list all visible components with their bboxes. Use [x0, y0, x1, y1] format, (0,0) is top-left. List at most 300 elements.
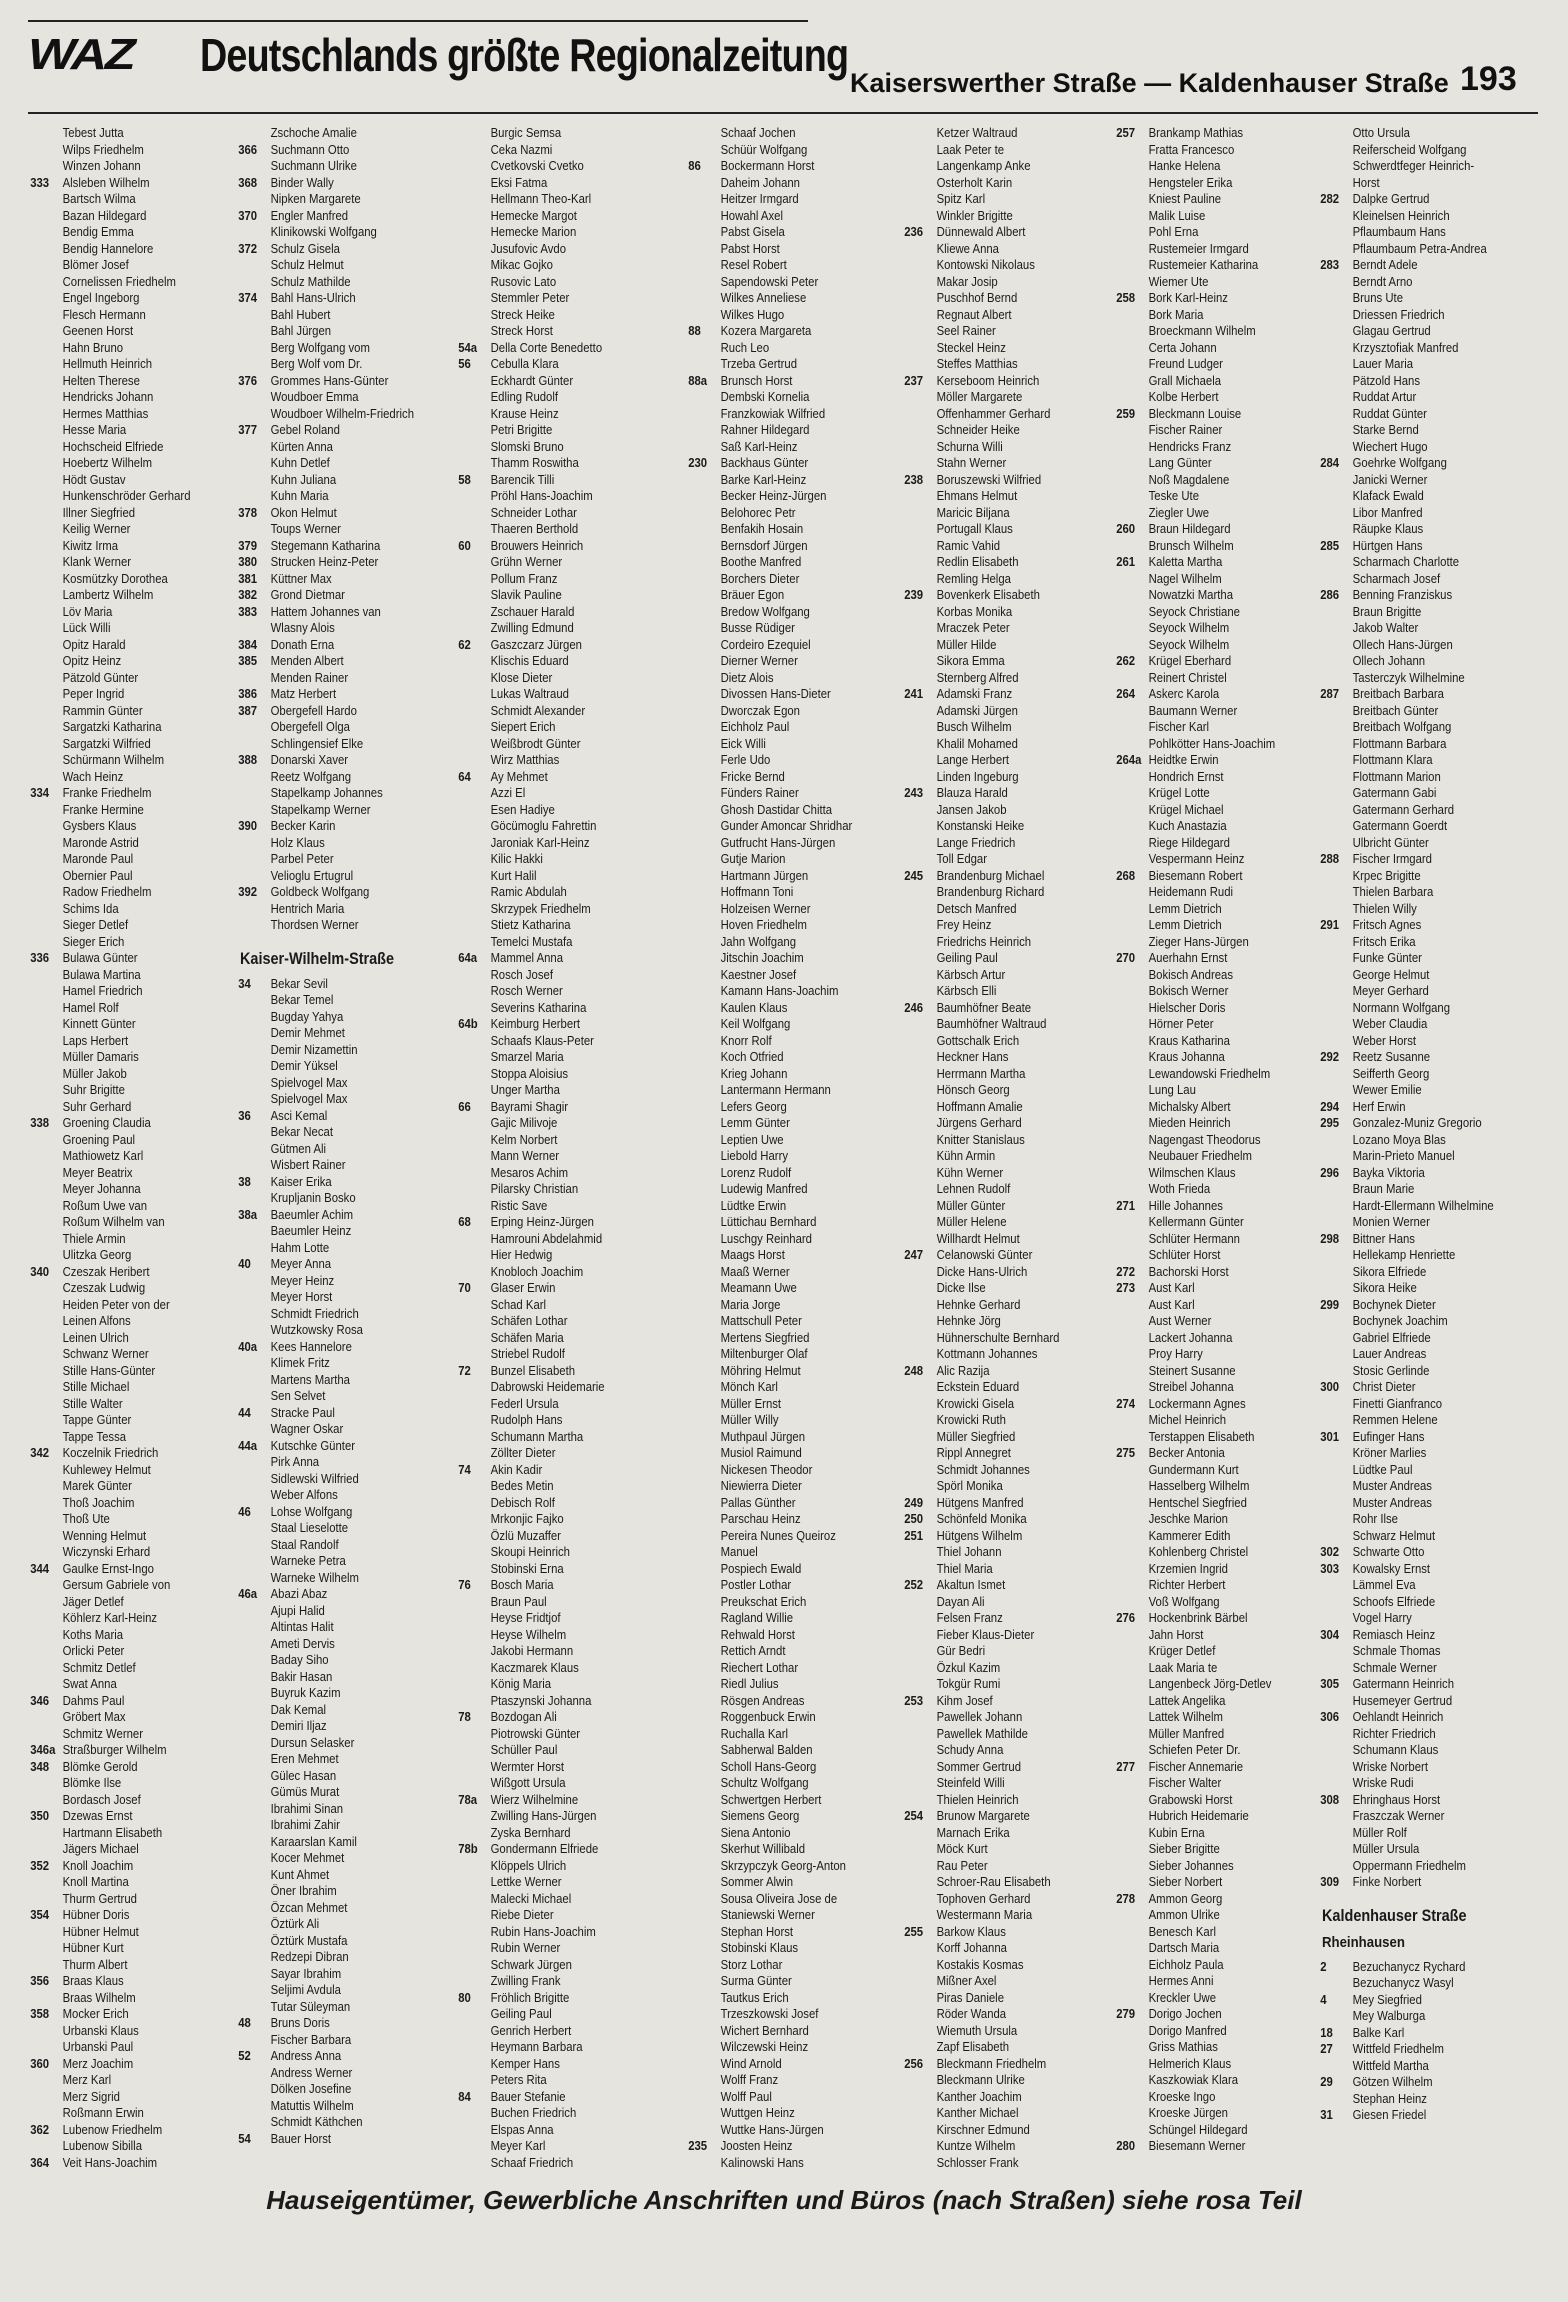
resident-name: Küttner Max — [270, 571, 332, 586]
directory-entry — [1118, 2122, 1307, 2139]
directory-entry — [1322, 1445, 1511, 1462]
directory-entry — [240, 455, 429, 472]
resident-name: Baeumler Heinz — [270, 1224, 352, 1238]
resident-name: Ptaszynski Johanna — [490, 1693, 592, 1708]
resident-name: Berg Wolf vom Dr. — [270, 357, 363, 371]
directory-entry — [1118, 2023, 1307, 2040]
resident-name: Krzysztofiak Manfred — [1352, 340, 1459, 355]
resident-name: Müller Helene — [936, 1215, 1007, 1229]
directory-entry — [690, 1792, 879, 1809]
resident-name: Schlüter Hermann — [1148, 1231, 1240, 1246]
resident-name: Schüller Paul — [490, 1743, 558, 1757]
directory-entry — [1118, 1957, 1307, 1974]
directory-entry — [240, 1058, 429, 1075]
resident-name: Stobinski Klaus — [720, 1941, 799, 1955]
directory-entry — [240, 191, 429, 208]
directory-entry — [906, 1033, 1095, 1050]
directory-entry — [1118, 752, 1307, 769]
directory-entry — [240, 1570, 429, 1587]
directory-entry — [690, 1643, 879, 1660]
directory-entry — [240, 1322, 429, 1339]
directory-entry — [1322, 406, 1511, 423]
directory-entry — [906, 686, 1095, 703]
directory-entry — [690, 2006, 879, 2023]
resident-name: Winzen Johann — [62, 159, 141, 173]
resident-name: Kostakis Kosmas — [936, 1957, 1024, 1972]
directory-entry — [690, 1297, 879, 1314]
directory-entry — [460, 1099, 649, 1116]
resident-name: Seyock Wilhelm — [1148, 621, 1230, 635]
house-number: 243 — [904, 786, 924, 800]
resident-name: Baeumler Achim — [270, 1207, 354, 1222]
directory-entry — [1118, 274, 1307, 291]
directory-entry — [460, 1462, 649, 1479]
directory-entry — [1118, 373, 1307, 390]
directory-entry — [32, 158, 221, 175]
directory-entry — [1322, 1264, 1511, 1281]
resident-name: Eksi Fatma — [490, 175, 548, 190]
directory-entry — [1322, 1759, 1511, 1776]
resident-name: Breitbach Wolfgang — [1352, 720, 1452, 734]
directory-entry — [240, 1157, 429, 1174]
directory-entry — [460, 455, 649, 472]
house-number: 245 — [904, 868, 924, 883]
house-number: 303 — [1320, 1561, 1340, 1576]
resident-name: Aust Werner — [1148, 1314, 1212, 1328]
directory-entry — [460, 2056, 649, 2073]
directory-entry — [460, 323, 649, 340]
directory-entry — [906, 736, 1095, 753]
directory-entry — [906, 1891, 1095, 1908]
resident-name: Breitbach Barbara — [1352, 687, 1444, 701]
directory-entry — [1118, 1445, 1307, 1462]
house-number: 253 — [904, 1693, 924, 1708]
directory-entry — [690, 1940, 879, 1957]
resident-name: Kuhn Maria — [270, 489, 329, 503]
directory-entry — [1322, 158, 1511, 175]
resident-name: Resel Robert — [720, 258, 787, 272]
resident-name: Rubin Werner — [490, 1941, 561, 1955]
directory-entry — [240, 1421, 429, 1438]
resident-name: Gaulke Ernst-Ingo — [62, 1561, 154, 1576]
directory-entry — [32, 587, 221, 604]
directory-entry — [32, 2056, 221, 2073]
resident-name: Konstanski Heike — [936, 819, 1025, 833]
resident-name: Krüger Detlef — [1148, 1644, 1216, 1658]
directory-entry — [32, 1181, 221, 1198]
resident-name: Wiechert Hugo — [1352, 439, 1428, 454]
directory-entry — [32, 1792, 221, 1809]
resident-name: Koczelnik Friedrich — [62, 1446, 159, 1460]
resident-name: Cordeiro Ezequiel — [720, 637, 811, 652]
directory-entry — [690, 620, 879, 637]
resident-name: Hamrouni Abdelahmid — [490, 1231, 603, 1246]
resident-name: Räupke Klaus — [1352, 522, 1424, 536]
resident-name: Linden Ingeburg — [936, 769, 1019, 784]
house-number: 356 — [30, 1974, 50, 1988]
resident-name: Meamann Uwe — [720, 1281, 797, 1295]
resident-name: Hürtgen Hans — [1352, 538, 1423, 553]
directory-entry — [1118, 2089, 1307, 2106]
house-number: 296 — [1320, 1165, 1340, 1180]
resident-name: Bakir Hasan — [270, 1669, 333, 1684]
house-number: 306 — [1320, 1710, 1340, 1724]
resident-name: Özlü Muzaffer — [490, 1528, 561, 1543]
directory-entry — [690, 1346, 879, 1363]
directory-entry — [240, 1553, 429, 1570]
directory-entry — [32, 1808, 221, 1825]
resident-name: Kamann Hans-Joachim — [720, 984, 839, 998]
resident-name: Riedl Julius — [720, 1677, 779, 1691]
resident-name: Schoofs Elfriede — [1352, 1594, 1436, 1609]
directory-entry — [240, 224, 429, 241]
resident-name: Bork Karl-Heinz — [1148, 291, 1228, 305]
directory-entry — [32, 1742, 221, 1759]
resident-name: Donath Erna — [270, 637, 335, 652]
resident-name: Richter Friedrich — [1352, 1726, 1436, 1741]
resident-name: Schulz Gisela — [270, 241, 340, 256]
resident-name: Kurt Halil — [490, 868, 537, 883]
resident-name: Lorenz Rudolf — [720, 1165, 792, 1180]
directory-entry — [1322, 1528, 1511, 1545]
resident-name: Glagau Gertrud — [1352, 324, 1431, 338]
resident-name: Matz Herbert — [270, 687, 337, 701]
directory-entry — [1118, 1907, 1307, 1924]
resident-name: Lewandowski Friedhelm — [1148, 1066, 1271, 1081]
directory-entry — [1118, 455, 1307, 472]
directory-entry — [1118, 785, 1307, 802]
directory-entry — [906, 719, 1095, 736]
resident-name: Remmen Helene — [1352, 1413, 1438, 1427]
directory-entry — [460, 1808, 649, 1825]
directory-entry — [460, 736, 649, 753]
resident-name: Thiel Johann — [936, 1545, 1002, 1559]
resident-name: Hellekamp Henriette — [1352, 1248, 1456, 1262]
directory-entry — [460, 1627, 649, 1644]
resident-name: Wilmschen Klaus — [1148, 1165, 1236, 1180]
directory-entry — [32, 1214, 221, 1231]
directory-entry — [690, 1841, 879, 1858]
house-number: 250 — [904, 1512, 924, 1526]
resident-name: Schwerdtfeger Heinrich- — [1352, 159, 1475, 173]
directory-entry — [690, 967, 879, 984]
resident-name: Radow Friedhelm — [62, 885, 152, 899]
resident-name: Ragland Willie — [720, 1611, 794, 1625]
resident-name: Thielen Willy — [1352, 901, 1417, 916]
resident-name: Stapelkamp Johannes — [270, 786, 383, 800]
directory-entry — [1322, 1594, 1511, 1611]
resident-name: Tappe Tessa — [62, 1429, 127, 1444]
resident-name: Roßum Uwe van — [62, 1198, 148, 1213]
resident-name: Postler Lothar — [720, 1578, 792, 1592]
resident-name: Jakobi Hermann — [490, 1644, 574, 1658]
resident-name: Berg Wolfgang vom — [270, 340, 370, 355]
directory-entry — [32, 1726, 221, 1743]
directory-entry — [690, 1709, 879, 1726]
directory-entry — [32, 1148, 221, 1165]
house-number: 344 — [30, 1561, 50, 1576]
resident-name: Marnach Erika — [936, 1825, 1010, 1840]
resident-name: Mönch Karl — [720, 1380, 778, 1394]
directory-entry — [906, 290, 1095, 307]
resident-name: Pilarsky Christian — [490, 1182, 579, 1196]
directory-entry — [1322, 1858, 1511, 1875]
directory-entry — [460, 1330, 649, 1347]
house-number: 262 — [1116, 654, 1136, 668]
directory-entry — [240, 1388, 429, 1405]
directory-entry — [1322, 917, 1511, 934]
resident-name: Bayrami Shagir — [490, 1099, 569, 1114]
resident-name: Lauer Maria — [1352, 357, 1414, 371]
resident-name: Hahn Bruno — [62, 340, 124, 355]
resident-name: Gersum Gabriele von — [62, 1578, 171, 1592]
directory-entry — [690, 950, 879, 967]
resident-name: Skoupi Heinrich — [490, 1545, 570, 1559]
resident-name: Pabst Gisela — [720, 225, 785, 239]
resident-name: Wiemer Ute — [1148, 274, 1209, 289]
resident-name: Parschau Heinz — [720, 1512, 801, 1526]
resident-name: Knoll Joachim — [62, 1858, 134, 1873]
directory-entry — [32, 455, 221, 472]
directory-entry — [1322, 290, 1511, 307]
directory-entry — [906, 1099, 1095, 1116]
directory-entry — [1322, 1577, 1511, 1594]
resident-name: Makar Josip — [936, 274, 998, 289]
directory-entry — [460, 1313, 649, 1330]
directory-entry — [690, 2122, 879, 2139]
directory-entry — [1322, 1198, 1511, 1215]
directory-entry — [906, 208, 1095, 225]
resident-name: Streck Horst — [490, 324, 553, 338]
resident-name: Lambertz Wilhelm — [62, 588, 154, 602]
directory-entry — [240, 538, 429, 555]
directory-entry — [1322, 868, 1511, 885]
directory-entry — [1118, 736, 1307, 753]
directory-entry — [1322, 191, 1511, 208]
resident-name: Barkow Klaus — [936, 1924, 1006, 1939]
directory-entry — [240, 686, 429, 703]
resident-name: Offenhammer Gerhard — [936, 406, 1051, 421]
directory-entry — [906, 1181, 1095, 1198]
directory-entry — [240, 1933, 429, 1950]
house-number: 334 — [30, 786, 50, 800]
resident-name: Kleinelsen Heinrich — [1352, 208, 1450, 223]
directory-entry — [1118, 175, 1307, 192]
directory-entry — [32, 2105, 221, 2122]
directory-entry — [460, 1775, 649, 1792]
house-number: 383 — [238, 604, 258, 619]
resident-name: Wiczynski Erhard — [62, 1545, 151, 1559]
resident-name: Mey Siegfried — [1352, 1992, 1422, 2007]
resident-name: Kontowski Nikolaus — [936, 258, 1035, 272]
directory-entry — [1118, 983, 1307, 1000]
directory-entry — [1118, 884, 1307, 901]
directory-entry — [1322, 1495, 1511, 1512]
resident-name: Maags Horst — [720, 1248, 785, 1262]
resident-name: Sikora Heike — [1352, 1281, 1417, 1295]
resident-name: Klinikowski Wolfgang — [270, 225, 377, 239]
resident-name: Musiol Raimund — [720, 1446, 802, 1460]
directory-entry — [1118, 1709, 1307, 1726]
directory-entry — [240, 1834, 429, 1851]
resident-name: Schneider Heike — [936, 423, 1020, 437]
directory-entry — [240, 571, 429, 588]
directory-entry — [690, 1313, 879, 1330]
resident-name: Pflaumbaum Hans — [1352, 225, 1446, 239]
resident-name: Rahner Hildegard — [720, 423, 810, 437]
resident-name: Baumhöfner Waltraud — [936, 1017, 1047, 1031]
directory-entry — [906, 191, 1095, 208]
resident-name: Kohlenberg Christel — [1148, 1545, 1249, 1559]
house-number: 340 — [30, 1264, 50, 1279]
resident-name: Möller Margarete — [936, 390, 1023, 404]
directory-entry — [32, 2006, 221, 2023]
resident-name: Piras Daniele — [936, 1990, 1005, 2005]
directory-entry — [240, 1817, 429, 1834]
directory-entry — [240, 1850, 429, 1867]
directory-entry — [1322, 224, 1511, 241]
directory-entry — [460, 835, 649, 852]
house-number: 376 — [238, 373, 258, 388]
directory-entry — [1322, 257, 1511, 274]
resident-name: Nowatzki Martha — [1148, 588, 1234, 602]
directory-entry — [240, 1471, 429, 1488]
resident-name: Ulbricht Günter — [1352, 835, 1429, 850]
resident-name: Slavik Pauline — [490, 588, 562, 602]
resident-name: Kaulen Klaus — [720, 1000, 788, 1015]
directory-entry — [906, 1429, 1095, 1446]
resident-name: Wriske Norbert — [1352, 1759, 1428, 1774]
directory-entry — [1322, 686, 1511, 703]
resident-name: Schwarz Helmut — [1352, 1528, 1436, 1543]
resident-name: Wirz Matthias — [490, 753, 560, 767]
resident-name: Gebel Roland — [270, 423, 340, 437]
directory-entry — [1322, 604, 1511, 621]
resident-name: Matuttis Wilhelm — [270, 2098, 354, 2113]
resident-name: Sousa Oliveira Jose de — [720, 1891, 838, 1906]
directory-entry — [460, 1033, 649, 1050]
directory-entry — [460, 818, 649, 835]
directory-entry — [240, 422, 429, 439]
resident-name: Ameti Dervis — [270, 1636, 335, 1651]
resident-name: Bezuchanycz Wasyl — [1352, 1976, 1454, 1990]
resident-name: Zöllter Dieter — [490, 1446, 556, 1460]
directory-entry — [460, 1148, 649, 1165]
directory-entry — [240, 340, 429, 357]
resident-name: Baumhöfner Beate — [936, 1000, 1032, 1015]
directory-entry — [690, 554, 879, 571]
directory-entry — [32, 241, 221, 258]
directory-entry — [240, 670, 429, 687]
resident-name: Bachorski Horst — [1148, 1264, 1229, 1279]
directory-entry — [32, 1660, 221, 1677]
directory-entry — [460, 1577, 649, 1594]
house-number: 64a — [458, 951, 478, 965]
resident-name: Eichholz Paula — [1148, 1957, 1224, 1972]
house-number: 350 — [30, 1809, 50, 1823]
directory-entry — [32, 2155, 221, 2172]
resident-name: Jaroniak Karl-Heinz — [490, 835, 590, 850]
directory-entry — [906, 1478, 1095, 1495]
house-number: 271 — [1116, 1198, 1136, 1213]
resident-name: Piotrowski Günter — [490, 1726, 581, 1741]
resident-name: Opitz Harald — [62, 637, 126, 652]
directory-entry — [1118, 125, 1307, 142]
resident-name: Eren Mehmet — [270, 1752, 339, 1766]
directory-entry — [460, 587, 649, 604]
directory-entry — [1322, 571, 1511, 588]
resident-name: Bovenkerk Elisabeth — [936, 588, 1040, 602]
directory-entry — [1118, 719, 1307, 736]
directory-entry — [1118, 323, 1307, 340]
resident-name: Askerc Karola — [1148, 687, 1220, 701]
directory-entry — [690, 917, 879, 934]
resident-name: Meyer Heinz — [270, 1273, 335, 1288]
directory-column-5 — [906, 125, 1116, 2171]
directory-entry — [690, 1544, 879, 1561]
resident-name: George Helmut — [1352, 967, 1430, 982]
resident-name: Staal Lieselotte — [270, 1521, 349, 1535]
directory-entry — [690, 274, 879, 291]
resident-name: Meyer Horst — [270, 1290, 333, 1304]
resident-name: Müller Ernst — [720, 1396, 782, 1411]
resident-name: Kaestner Josef — [720, 967, 797, 982]
resident-name: Krpec Brigitte — [1352, 868, 1421, 883]
resident-name: Schüngel Hildegard — [1148, 2122, 1248, 2137]
directory-entry — [240, 1454, 429, 1471]
resident-name: Wuttgen Heinz — [720, 2106, 795, 2120]
resident-name: Kühn Werner — [936, 1165, 1004, 1180]
resident-name: Muster Andreas — [1352, 1495, 1432, 1510]
directory-entry — [690, 1759, 879, 1776]
directory-entry — [690, 2023, 879, 2040]
directory-entry — [460, 2105, 649, 2122]
resident-name: Miltenburger Olaf — [720, 1347, 808, 1361]
directory-entry — [1118, 1181, 1307, 1198]
resident-name: Hoffmann Toni — [720, 885, 794, 899]
directory-entry — [1118, 1462, 1307, 1479]
directory-entry — [690, 1825, 879, 1842]
directory-entry — [1322, 703, 1511, 720]
directory-entry — [240, 992, 429, 1009]
resident-name: Pawellek Mathilde — [936, 1726, 1028, 1741]
directory-entry — [690, 2155, 879, 2172]
directory-entry — [690, 406, 879, 423]
resident-name: Hühnerschulte Bernhard — [936, 1330, 1060, 1345]
directory-entry — [460, 950, 649, 967]
house-number: 248 — [904, 1363, 924, 1378]
house-number: 230 — [688, 456, 708, 470]
resident-name: Zwilling Frank — [490, 1974, 561, 1988]
directory-entry — [1118, 604, 1307, 621]
directory-entry — [1322, 1181, 1511, 1198]
directory-entry — [1322, 1313, 1511, 1330]
directory-entry — [1118, 472, 1307, 489]
resident-name: Franzkowiak Wilfried — [720, 406, 826, 421]
resident-name: Engler Manfred — [270, 208, 349, 223]
directory-entry — [906, 1049, 1095, 1066]
resident-name: Bulawa Günter — [62, 951, 138, 965]
directory-entry — [1118, 439, 1307, 456]
house-number: 390 — [238, 819, 258, 833]
resident-name: Strucken Heinz-Peter — [270, 555, 379, 569]
directory-entry — [32, 224, 221, 241]
directory-entry — [1322, 323, 1511, 340]
resident-name: Borchers Dieter — [720, 571, 800, 586]
house-number: 381 — [238, 571, 258, 586]
house-number: 38a — [238, 1207, 258, 1222]
resident-name: Erping Heinz-Jürgen — [490, 1215, 594, 1229]
